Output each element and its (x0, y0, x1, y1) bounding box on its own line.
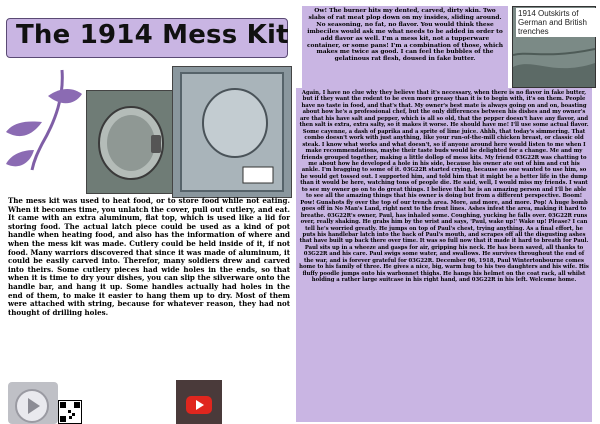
video-thumbnail[interactable] (8, 382, 58, 424)
article-text: The mess kit was used to heat food, or to store food while not eating. When it becomes time, you unlatch the cover, pull out cutlery, and eat. It came with an extra aluminum, flat top, which is used like a lid for storing food. The actual latch piece could be used as a kind of pot handle when heating food, and also has the information of where and when the mess kit was made. Cutlery could be held inside of it, if not food. Many warriors discovered that since it was made of aluminum, it could be easily carved into. Therefor, many soldiers drew and carved into theirs. Some cutlery pieces had wide holes in the ends, so that when it is time to dry your dishes, you can slip the silverware onto the handle bar, and hang it up. Some handles actually had holes in the end of them, to make it easier to hang them up to dry. Most of them were attached with string, because for whatever reason, they had not thought of drilling holes. (8, 196, 290, 317)
qr-code-icon[interactable] (58, 400, 82, 424)
mess-kit-photo-2 (172, 66, 292, 198)
qr-graphic (59, 401, 81, 423)
photo-caption: 1914 Outskirts of German and British trenches (516, 8, 596, 37)
photo-graphic (173, 67, 291, 197)
photo-graphic (87, 91, 175, 193)
flower-icon (2, 66, 86, 174)
youtube-thumbnail[interactable] (176, 380, 222, 424)
mess-kit-photo-1 (86, 90, 176, 194)
main-story-text: Again, I have no clue why they believe that it's necessary, when there is no flavor in fake butter, but if they want the rodent to be even more greasy than it is to begin with, it's on them. People have no taste in food, and that's that. My owner's best mate is always going on and on, boasting about how he's a professional chef, but the only differences between his dishes and my owner's are that his have salt and pepper, which is all so old, that the pepper doesn't have any flavor, and then salt is extra, extra salty, so it makes it worse. He should have me! I'll use some actual flavor. Some cayenne, a dash of paprika and a sprite of lime juice. Ahhh, that today's simmering. That combo doesn't work with just anything, like your run-of-the-mill chicken breast, or classic old steak. I know what works and what doesn't, so if anyone around here would listen to me when I make recommendations, maybe their taste buds would be delighted for a change. Me and my friends grouped together, making a little dollop of mess kits. My friend 03G22R was chatting to me about how he developed a hole in his side, because his owner ate out of him and cut his ankle. I'm bragging to some of it. 03G22R started crying, because no one wanted to use him, so he would get tossed out. I supported him, and told him that it might be a better life in the dump than it would be here, watching tons of people die. He said, well, I would miss my friends. I want to see my owner go on to do great things. I believe that he is an amazing person and I'll be able to see all the amazing things that his owner is doing but from a different perspective. Boom! Pow! Gunshots fly over the top of our trench area. More, and more, and more. Pop! A huge bomb goes off in No Man's Land, right next to the front lines. Ashes infest the area, making it hard to breathe. 03G22R's owner, Paul, has inhaled some. Coughing, yucking he falls over. 03G22R runs over, really shaking. He grabs him by the wrist and says, 'Paul, wake up!' Wake up! Please? I can tell he's worried greatly. He jumps on top of Paul's chest, trying anything. As a final effort, he puts his handlebar latch into the back of Paul's mouth, and scrapes off all the disgusting ashes that have built up back there over time. It was so full now that it made it hard to breath for Paul. Paul sits up in a wheeze and gasps for air, gripping his neck. He has been saved, all thanks to 03G22R and his care. Paul swigs some water, and swallows. He survives throughout the end of the war, and is forever grateful for 03G22R. December 06, 1918, Paul Wintertonbourne comes home to his family of three. He gives a nice, big, warm hug to his two daughters and his wife. His fluffy poodle jumps onto his warbonnet thighs. He hangs his helmet on the coat rack, all whilst holding a rather large suitcase in his right hand, and 03G22R in his left. Welcome home. (296, 88, 592, 422)
page-title: The 1914 Mess Kit (16, 20, 289, 50)
top-story-text: Ow! The burner hits my dented, carved, dirty skin. Two slabs of rat meat plop down on my insides, sliding around. No seasoning, no fat, no flavor. You would think these imbeciles would ask me what needs to be added in order to add flavor as well. I'm a mess kit, not a tupperware container, or some pans! I'm a combination of those, which makes me twice as good. I can feel the bubbles of the gelatinous rat flesh, doused in fake butter. (302, 6, 508, 92)
youtube-icon (176, 380, 222, 424)
play-icon (8, 382, 58, 424)
